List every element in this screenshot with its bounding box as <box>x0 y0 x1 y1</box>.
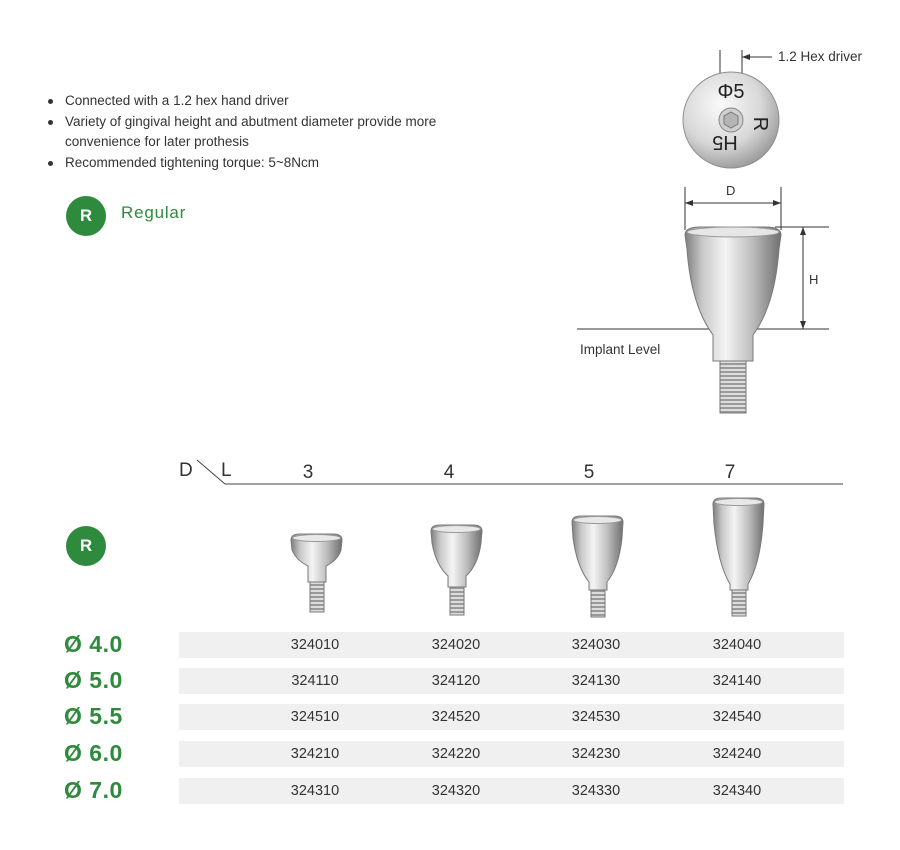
product-code: 324310 <box>290 783 340 799</box>
diameter-label: Ø 5.0 <box>64 667 123 693</box>
abutment-side-view-icon <box>575 185 835 420</box>
table-row <box>179 704 844 730</box>
abutment-length-3-icon <box>288 530 348 615</box>
dimension-h-label: H <box>809 272 819 287</box>
abutment-top-view-icon <box>680 48 880 178</box>
product-code: 324220 <box>431 746 481 762</box>
abutment-length-7-icon <box>710 494 770 619</box>
product-code: 324120 <box>431 673 481 689</box>
table-row <box>179 632 844 658</box>
product-code: 324020 <box>431 637 481 653</box>
product-code: 324030 <box>571 637 621 653</box>
product-code: 324330 <box>571 783 621 799</box>
disc-diameter-marking: Φ5 <box>717 81 745 103</box>
feature-item: Recommended tightening torque: 5~8Ncm <box>46 153 446 174</box>
product-code: 324210 <box>290 746 340 762</box>
feature-item: Variety of gingival height and abutment diameter provide more convenience for later prothesis <box>46 112 446 153</box>
table-row <box>179 778 844 804</box>
product-code: 324010 <box>290 637 340 653</box>
diameter-label: Ø 7.0 <box>64 777 123 803</box>
length-header: 7 <box>724 462 736 483</box>
product-code: 324040 <box>712 637 762 653</box>
product-code: 324530 <box>571 709 621 725</box>
table-header-l: L <box>221 460 232 481</box>
product-code: 324520 <box>431 709 481 725</box>
product-code: 324240 <box>712 746 762 762</box>
product-code: 324510 <box>290 709 340 725</box>
product-code: 324340 <box>712 783 762 799</box>
table-row <box>179 668 844 694</box>
table-header-d: D <box>179 460 193 481</box>
implant-level-label: Implant Level <box>580 342 661 357</box>
disc-height-marking: H5 <box>712 131 738 153</box>
feature-item: Connected with a 1.2 hex hand driver <box>46 91 446 112</box>
product-code: 324140 <box>712 673 762 689</box>
length-header: 4 <box>443 462 455 483</box>
diameter-label: Ø 6.0 <box>64 740 123 766</box>
length-header: 5 <box>583 462 595 483</box>
product-code: 324320 <box>431 783 481 799</box>
dimension-d-label: D <box>726 183 736 198</box>
abutment-length-5-icon <box>569 512 629 617</box>
feature-list <box>46 91 446 173</box>
abutment-length-4-icon <box>428 521 488 616</box>
product-code: 324230 <box>571 746 621 762</box>
table-series-badge: R <box>66 526 106 566</box>
disc-series-marking: R <box>749 116 771 132</box>
hex-driver-label: 1.2 Hex driver <box>778 49 863 64</box>
diameter-label: Ø 4.0 <box>64 631 123 657</box>
product-code: 324110 <box>291 673 339 689</box>
diameter-label: Ø 5.5 <box>64 703 123 729</box>
product-code: 324540 <box>712 709 762 725</box>
length-header: 3 <box>302 462 314 483</box>
regular-badge: R <box>66 196 106 236</box>
product-code: 324130 <box>571 673 621 689</box>
table-row <box>179 741 844 767</box>
series-label: Regular <box>121 203 187 222</box>
